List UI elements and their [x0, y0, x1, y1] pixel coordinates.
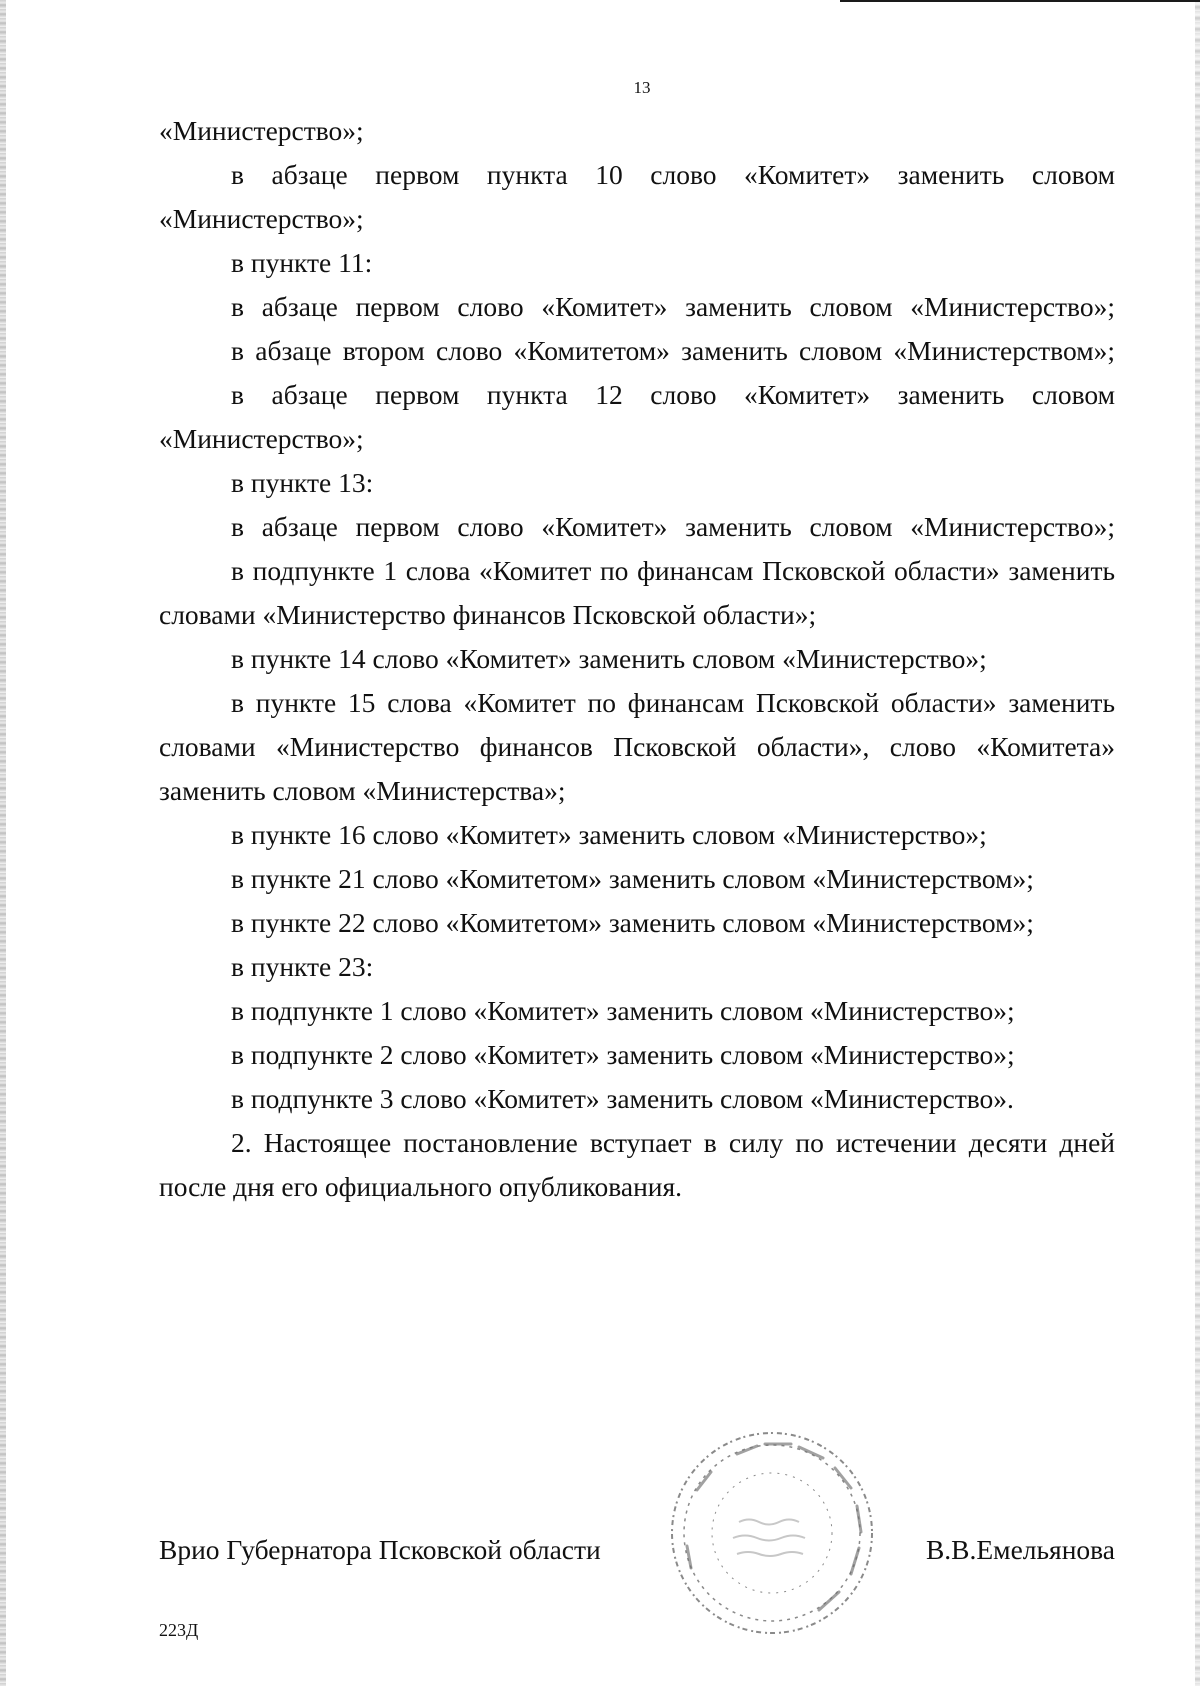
signatory-title: Врио Губернатора Псковской области	[159, 1534, 601, 1565]
document-body	[159, 109, 1115, 1209]
paragraph-final-clause: 2. Настоящее постановление вступает в силу по истечении десяти дней после дня его официального опубликования.	[159, 1127, 1115, 1202]
paragraph: в абзаце первом пункта 12 слово «Комитет» заменить словом «Министерство»;	[159, 379, 1115, 454]
paragraph: в пункте 22 слово «Комитетом» заменить словом «Министерством»;	[231, 907, 1034, 938]
paragraph: в пункте 14 слово «Комитет» заменить словом «Министерство»;	[231, 643, 987, 674]
official-seal-stamp	[667, 1428, 877, 1638]
paragraph: в абзаце втором слово «Комитетом» заменить словом «Министерством»;	[231, 335, 1115, 366]
paragraph: в подпункте 3 слово «Комитет» заменить словом «Министерство».	[231, 1083, 1014, 1114]
paragraph-continuation: «Министерство»;	[159, 115, 364, 146]
paragraph: в пункте 15 слова «Комитет по финансам Псковской области» заменить словами «Министерство финансов Псковской области», слово «Комитета» заменить словом «Министерства»;	[159, 687, 1115, 806]
paragraph: в подпункте 1 слова «Комитет по финансам Псковской области» заменить словами «Министерство финансов Псковской области»;	[159, 555, 1115, 630]
page-number: 13	[633, 78, 651, 97]
paragraph: в пункте 23:	[231, 951, 374, 982]
paragraph: в пункте 16 слово «Комитет» заменить словом «Министерство»;	[231, 819, 987, 850]
signature-block	[159, 1534, 1115, 1574]
paragraph: в пункте 21 слово «Комитетом» заменить словом «Министерством»;	[231, 863, 1034, 894]
top-rule	[840, 0, 1200, 2]
scan-edge-left	[0, 0, 6, 1686]
signatory-name: В.В.Емельянова	[925, 1534, 1115, 1565]
paragraph: в абзаце первом слово «Комитет» заменить словом «Министерство»;	[231, 511, 1115, 542]
paragraph: в пункте 13:	[231, 467, 374, 498]
paragraph: в абзаце первом слово «Комитет» заменить словом «Министерство»;	[231, 291, 1115, 322]
paragraph: в пункте 11:	[231, 247, 373, 278]
scan-edge-right	[1195, 0, 1200, 1686]
registry-code: 223Д	[159, 1620, 199, 1640]
paragraph: в подпункте 2 слово «Комитет» заменить словом «Министерство»;	[231, 1039, 1015, 1070]
paragraph: в подпункте 1 слово «Комитет» заменить словом «Министерство»;	[231, 995, 1015, 1026]
paragraph: в абзаце первом пункта 10 слово «Комитет» заменить словом «Министерство»;	[159, 159, 1115, 234]
